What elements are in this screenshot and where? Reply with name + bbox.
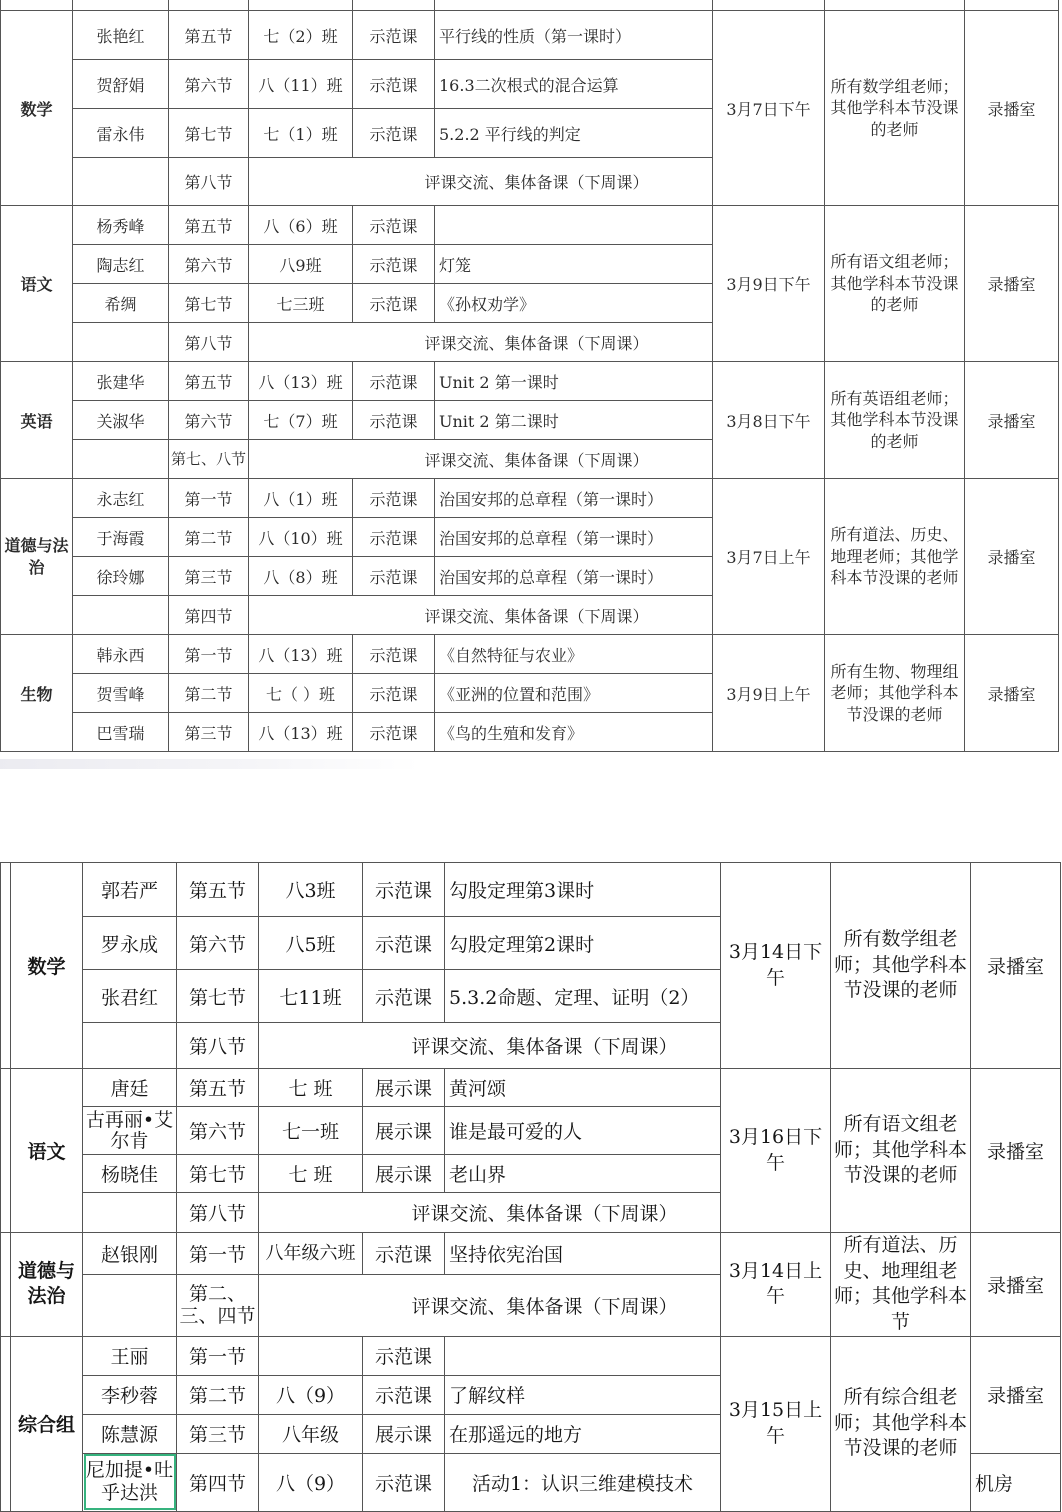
period-cell[interactable]: 第五节	[169, 206, 249, 245]
period-cell[interactable]: 第一节	[169, 479, 249, 518]
header-cell	[1, 0, 73, 11]
audience-cell[interactable]: 所有综合组老师；其他学科本节没课的老师	[831, 1336, 971, 1511]
period-cell[interactable]: 第七节	[169, 284, 249, 323]
type-cell[interactable]: 示范课	[353, 362, 435, 401]
topic-cell[interactable]: 《亚洲的位置和范围》	[435, 674, 713, 713]
place-cell[interactable]: 录播室	[971, 1336, 1061, 1453]
type-cell[interactable]: 示范课	[353, 479, 435, 518]
place-cell[interactable]: 机房	[971, 1453, 1061, 1511]
period-cell[interactable]: 第七节	[177, 970, 259, 1023]
type-cell[interactable]: 示范课	[353, 245, 435, 284]
type-cell[interactable]: 示范课	[353, 713, 435, 752]
header-cell	[169, 0, 249, 11]
scan-smudge	[0, 759, 420, 769]
place-cell[interactable]: 录播室	[971, 863, 1061, 1069]
schedule-table-2	[0, 862, 1061, 1512]
teacher-cell[interactable]: 李秒蓉	[83, 1375, 177, 1414]
teacher-cell[interactable]: 陶志红	[73, 245, 169, 284]
audience-cell[interactable]: 所有数学组老师；其他学科本节没课的老师	[825, 11, 965, 206]
type-cell[interactable]: 示范课	[363, 1233, 445, 1275]
topic-cell[interactable]: 了解纹样	[445, 1375, 721, 1414]
teacher-cell[interactable]: 张建华	[73, 362, 169, 401]
topic-cell[interactable]: 老山界	[445, 1155, 721, 1193]
topic-cell[interactable]: 在那遥远的地方	[445, 1414, 721, 1453]
type-cell[interactable]: 示范课	[363, 1336, 445, 1375]
review-cell[interactable]: 评课交流、集体备课（下周课）	[249, 158, 825, 206]
topic-cell[interactable]: 平行线的性质（第一课时）	[435, 11, 713, 60]
topic-cell[interactable]: 《自然特征与农业》	[435, 635, 713, 674]
time-cell[interactable]: 3月7日上午	[713, 479, 825, 635]
time-cell[interactable]: 3月8日下午	[713, 362, 825, 479]
teacher-cell[interactable]: 赵银刚	[83, 1233, 177, 1275]
teacher-cell[interactable]: 永志红	[73, 479, 169, 518]
type-cell[interactable]: 展示课	[363, 1155, 445, 1193]
table-row	[1, 1069, 1061, 1107]
time-cell[interactable]: 3月14日上午	[721, 1233, 831, 1337]
teacher-cell[interactable]	[83, 1023, 177, 1069]
teacher-cell[interactable]	[73, 596, 169, 635]
class-cell[interactable]: 八（13）班	[249, 713, 353, 752]
schedule-sheet-2	[0, 862, 1060, 1512]
time-cell[interactable]: 3月16日下午	[721, 1069, 831, 1233]
teacher-cell[interactable]: 陈慧源	[83, 1414, 177, 1453]
header-cell	[713, 0, 825, 11]
topic-cell[interactable]: 治国安邦的总章程（第一课时）	[435, 557, 713, 596]
period-cell[interactable]: 第三节	[169, 713, 249, 752]
period-cell[interactable]: 第二、三、四节	[177, 1275, 259, 1336]
audience-cell[interactable]: 所有英语组老师；其他学科本节没课的老师	[825, 362, 965, 479]
teacher-cell[interactable]: 杨秀峰	[73, 206, 169, 245]
class-cell[interactable]	[259, 1336, 363, 1375]
place-cell[interactable]: 录播室	[965, 206, 1059, 362]
period-cell[interactable]: 第二节	[177, 1375, 259, 1414]
topic-cell[interactable]: 5.3.2命题、定理、证明（2）	[445, 970, 721, 1023]
period-cell[interactable]: 第六节	[169, 401, 249, 440]
audience-cell[interactable]: 所有语文组老师；其他学科本节没课的老师	[825, 206, 965, 362]
teacher-cell[interactable]	[73, 323, 169, 362]
teacher-cell[interactable]: 古再丽•艾尔肯	[83, 1107, 177, 1155]
topic-cell[interactable]: 《孙权劝学》	[435, 284, 713, 323]
teacher-cell[interactable]	[73, 158, 169, 206]
teacher-cell[interactable]: 杨晓佳	[83, 1155, 177, 1193]
type-cell[interactable]: 示范课	[363, 917, 445, 970]
type-cell[interactable]: 示范课	[363, 1375, 445, 1414]
teacher-cell[interactable]: 唐廷	[83, 1069, 177, 1107]
type-cell[interactable]: 示范课	[363, 1453, 445, 1511]
topic-cell[interactable]	[445, 1336, 721, 1375]
type-cell[interactable]: 展示课	[363, 1107, 445, 1155]
period-cell[interactable]: 第四节	[177, 1453, 259, 1511]
period-cell[interactable]: 第五节	[177, 1069, 259, 1107]
header-cell	[965, 0, 1059, 11]
class-cell[interactable]: 八9班	[249, 245, 353, 284]
period-cell[interactable]: 第七节	[177, 1155, 259, 1193]
type-cell[interactable]: 展示课	[363, 1069, 445, 1107]
type-cell[interactable]: 示范课	[353, 284, 435, 323]
time-cell[interactable]: 3月9日上午	[713, 635, 825, 752]
audience-cell[interactable]: 所有语文组老师；其他学科本节没课的老师	[831, 1069, 971, 1233]
edge-cell	[1, 1233, 11, 1337]
review-cell[interactable]: 评课交流、集体备课（下周课）	[249, 596, 825, 635]
audience-cell[interactable]: 所有道法、历史、地理老师；其他学科本节没课的老师	[825, 479, 965, 635]
time-cell[interactable]: 3月7日下午	[713, 11, 825, 206]
class-cell[interactable]: 七11班	[259, 970, 363, 1023]
topic-cell[interactable]: 活动1：认识三维建模技术	[445, 1453, 721, 1511]
period-cell[interactable]: 第三节	[177, 1414, 259, 1453]
place-cell[interactable]: 录播室	[971, 1069, 1061, 1233]
subject-cell[interactable]: 语文	[1, 206, 73, 362]
time-cell[interactable]: 3月14日下午	[721, 863, 831, 1069]
teacher-cell[interactable]: 张艳红	[73, 11, 169, 60]
review-cell[interactable]: 评课交流、集体备课（下周课）	[259, 1275, 831, 1336]
teacher-cell[interactable]	[83, 1193, 177, 1233]
teacher-cell-selected[interactable]: 尼加提•吐乎达洪	[83, 1453, 177, 1511]
place-cell[interactable]: 录播室	[965, 635, 1059, 752]
topic-cell[interactable]: 勾股定理第3课时	[445, 863, 721, 917]
teacher-cell[interactable]: 贺舒娟	[73, 60, 169, 109]
review-cell[interactable]: 评课交流、集体备课（下周课）	[259, 1193, 831, 1233]
teacher-cell[interactable]	[73, 440, 169, 479]
time-cell[interactable]: 3月9日下午	[713, 206, 825, 362]
type-cell[interactable]: 示范课	[363, 863, 445, 917]
review-cell[interactable]: 评课交流、集体备课（下周课）	[249, 323, 825, 362]
period-cell[interactable]: 第二节	[169, 674, 249, 713]
time-cell[interactable]: 3月15日上午	[721, 1336, 831, 1511]
class-cell[interactable]: 八（13）班	[249, 362, 353, 401]
teacher-cell[interactable]	[83, 1275, 177, 1336]
topic-cell[interactable]: 5.2.2 平行线的判定	[435, 109, 713, 158]
table-row	[1, 1233, 1061, 1275]
teacher-cell[interactable]: 贺雪峰	[73, 674, 169, 713]
subject-cell[interactable]: 数学	[11, 863, 83, 1069]
table-row	[1, 863, 1061, 917]
topic-cell[interactable]: 坚持依宪治国	[445, 1233, 721, 1275]
class-cell[interactable]: 八（1）班	[249, 479, 353, 518]
audience-cell[interactable]: 所有生物、物理组老师；其他学科本节没课的老师	[825, 635, 965, 752]
place-cell[interactable]: 录播室	[965, 362, 1059, 479]
period-cell[interactable]: 第八节	[177, 1193, 259, 1233]
table-row	[1, 362, 1059, 401]
type-cell[interactable]: 示范课	[353, 206, 435, 245]
teacher-cell[interactable]: 韩永西	[73, 635, 169, 674]
period-cell[interactable]: 第五节	[177, 863, 259, 917]
type-cell[interactable]: 示范课	[353, 557, 435, 596]
topic-cell[interactable]: 治国安邦的总章程（第一课时）	[435, 479, 713, 518]
period-cell[interactable]: 第八节	[169, 158, 249, 206]
topic-cell[interactable]: Unit 2 第二课时	[435, 401, 713, 440]
period-cell[interactable]: 第七、八节	[169, 440, 249, 479]
edge-cell	[1, 863, 11, 1069]
topic-cell[interactable]: 《鸟的生殖和发育》	[435, 713, 713, 752]
subject-cell[interactable]: 语文	[11, 1069, 83, 1233]
period-cell[interactable]: 第一节	[169, 635, 249, 674]
topic-cell[interactable]: 16.3二次根式的混合运算	[435, 60, 713, 109]
class-cell[interactable]: 七三班	[249, 284, 353, 323]
period-cell[interactable]: 第一节	[177, 1233, 259, 1275]
period-cell[interactable]: 第六节	[169, 245, 249, 284]
topic-cell[interactable]: 黄河颂	[445, 1069, 721, 1107]
schedule-table-1	[0, 0, 1059, 752]
schedule-sheet-1	[0, 0, 1058, 752]
type-cell[interactable]: 示范课	[353, 109, 435, 158]
period-cell[interactable]: 第六节	[177, 917, 259, 970]
teacher-cell[interactable]: 巴雪瑞	[73, 713, 169, 752]
table-row	[1, 1336, 1061, 1375]
header-cell	[249, 0, 353, 11]
class-cell[interactable]: 八5班	[259, 917, 363, 970]
class-cell[interactable]: 八年级六班	[259, 1233, 363, 1275]
table-row	[1, 206, 1059, 245]
period-cell[interactable]: 第七节	[169, 109, 249, 158]
period-cell[interactable]: 第二节	[169, 518, 249, 557]
type-cell[interactable]: 示范课	[353, 518, 435, 557]
header-cell	[73, 0, 169, 11]
class-cell[interactable]: 八（6）班	[249, 206, 353, 245]
teacher-cell[interactable]: 希绸	[73, 284, 169, 323]
topic-cell[interactable]: 灯笼	[435, 245, 713, 284]
class-cell[interactable]: 七（7）班	[249, 401, 353, 440]
subject-cell[interactable]: 生物	[1, 635, 73, 752]
subject-cell[interactable]: 道德与法治	[1, 479, 73, 635]
topic-cell[interactable]	[435, 206, 713, 245]
period-cell[interactable]: 第四节	[169, 596, 249, 635]
teacher-cell[interactable]: 郭若严	[83, 863, 177, 917]
teacher-cell[interactable]: 于海霞	[73, 518, 169, 557]
period-cell[interactable]: 第六节	[177, 1107, 259, 1155]
period-cell[interactable]: 第六节	[169, 60, 249, 109]
header-cell	[825, 0, 965, 11]
class-cell[interactable]: 八（11）班	[249, 60, 353, 109]
period-cell[interactable]: 第五节	[169, 11, 249, 60]
header-row	[1, 0, 1059, 11]
type-cell[interactable]: 示范课	[363, 970, 445, 1023]
class-cell[interactable]: 八（8）班	[249, 557, 353, 596]
header-cell	[435, 0, 713, 11]
subject-cell[interactable]: 英语	[1, 362, 73, 479]
period-cell[interactable]: 第一节	[177, 1336, 259, 1375]
place-cell[interactable]: 录播室	[971, 1233, 1061, 1337]
topic-cell[interactable]: 勾股定理第2课时	[445, 917, 721, 970]
class-cell[interactable]: 七 班	[259, 1155, 363, 1193]
review-cell[interactable]: 评课交流、集体备课（下周课）	[249, 440, 825, 479]
class-cell[interactable]: 七 班	[259, 1069, 363, 1107]
type-cell[interactable]: 示范课	[353, 11, 435, 60]
class-cell[interactable]: 七（1）班	[249, 109, 353, 158]
topic-cell[interactable]: 谁是最可爱的人	[445, 1107, 721, 1155]
teacher-cell[interactable]: 徐玲娜	[73, 557, 169, 596]
subject-cell[interactable]: 数学	[1, 11, 73, 206]
period-cell[interactable]: 第八节	[177, 1023, 259, 1069]
topic-cell[interactable]: 治国安邦的总章程（第一课时）	[435, 518, 713, 557]
class-cell[interactable]: 八3班	[259, 863, 363, 917]
class-cell[interactable]: 七（2）班	[249, 11, 353, 60]
place-cell[interactable]: 录播室	[965, 11, 1059, 206]
type-cell[interactable]: 示范课	[353, 635, 435, 674]
class-cell[interactable]: 八（13）班	[249, 635, 353, 674]
table-row	[1, 11, 1059, 60]
edge-cell	[1, 1069, 11, 1233]
audience-cell[interactable]: 所有道法、历史、地理组老师；其他学科本节	[831, 1233, 971, 1337]
edge-cell	[1, 1336, 11, 1511]
class-cell[interactable]: 八年级	[259, 1414, 363, 1453]
type-cell[interactable]: 示范课	[353, 401, 435, 440]
period-cell[interactable]: 第三节	[169, 557, 249, 596]
type-cell[interactable]: 示范课	[353, 60, 435, 109]
class-cell[interactable]: 七一班	[259, 1107, 363, 1155]
topic-cell[interactable]: Unit 2 第一课时	[435, 362, 713, 401]
class-cell[interactable]: 七（ ）班	[249, 674, 353, 713]
place-cell[interactable]: 录播室	[965, 479, 1059, 635]
table-row	[1, 479, 1059, 518]
teacher-cell[interactable]: 雷永伟	[73, 109, 169, 158]
review-cell[interactable]: 评课交流、集体备课（下周课）	[259, 1023, 831, 1069]
teacher-cell[interactable]: 张君红	[83, 970, 177, 1023]
table-row	[1, 635, 1059, 674]
page-gap	[0, 755, 1062, 862]
type-cell[interactable]: 示范课	[353, 674, 435, 713]
audience-cell[interactable]: 所有数学组老师；其他学科本节没课的老师	[831, 863, 971, 1069]
period-cell[interactable]: 第八节	[169, 323, 249, 362]
header-cell	[353, 0, 435, 11]
class-cell[interactable]: 八（9）	[259, 1453, 363, 1511]
subject-cell[interactable]: 综合组	[11, 1336, 83, 1511]
class-cell[interactable]: 八（9）	[259, 1375, 363, 1414]
teacher-cell[interactable]: 王丽	[83, 1336, 177, 1375]
teacher-cell[interactable]: 关淑华	[73, 401, 169, 440]
period-cell[interactable]: 第五节	[169, 362, 249, 401]
class-cell[interactable]: 八（10）班	[249, 518, 353, 557]
subject-cell[interactable]: 道德与法治	[11, 1233, 83, 1337]
teacher-cell[interactable]: 罗永成	[83, 917, 177, 970]
type-cell[interactable]: 展示课	[363, 1414, 445, 1453]
